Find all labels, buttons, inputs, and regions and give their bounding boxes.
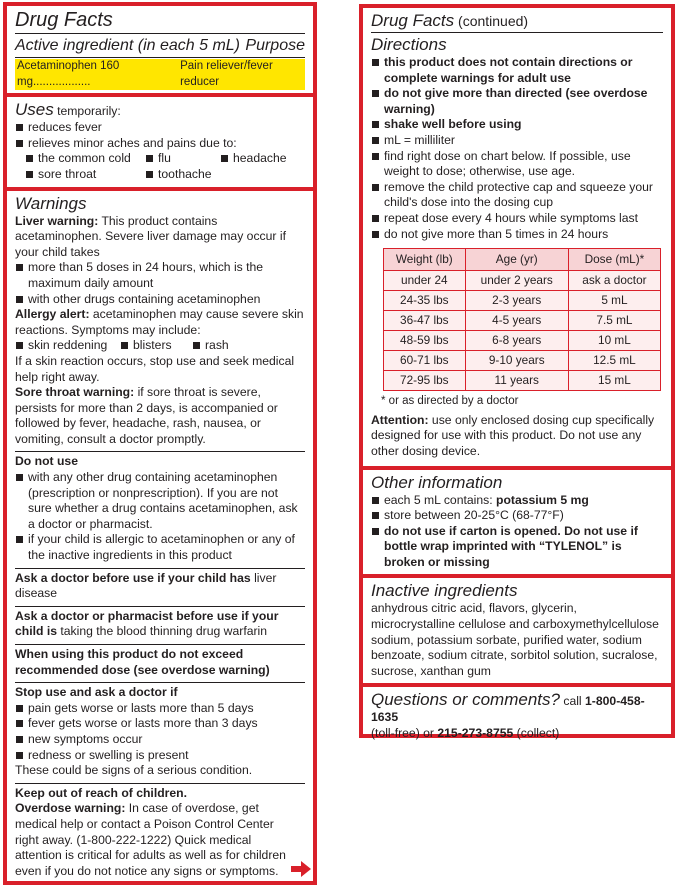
allergy-after-text: If a skin reaction occurs, stop use and seek medical help right away. (15, 353, 295, 384)
overdose-warning-label: Overdose warning: (15, 801, 126, 816)
cell-age: 6-8 years (465, 331, 568, 351)
other-information-heading: Other information (371, 472, 503, 492)
sore-throat-text: if sore throat is severe, persists for more than 2 days, is accompanied or followed by fever, headache, rash, nausea, or vomiting, consult a doctor promptly. (15, 385, 278, 446)
col-age: Age (yr) (465, 249, 568, 271)
purpose-heading: Purpose (245, 37, 305, 54)
dosing-table-header (384, 249, 661, 271)
cell-age: 2-3 years (465, 291, 568, 311)
directions-item: do not give more than 5 times in 24 hours (371, 227, 663, 243)
liver-warning-item: with other drugs containing acetaminophen (15, 292, 305, 308)
directions-item-bold: this product does not contain directions or complete warnings for adult use (371, 55, 663, 86)
uses-intro: temporarily: (53, 104, 121, 119)
phone-collect: 215-273-8755 (437, 726, 514, 741)
cell-dose: 15 mL (568, 371, 660, 391)
cell-age: under 2 years (465, 271, 568, 291)
cell-dose: 7.5 mL (568, 311, 660, 331)
liver-warning-label: Liver warning: (15, 213, 99, 228)
other-info-text: each 5 mL contains: (384, 492, 497, 507)
allergy-symptom: blisters (120, 338, 192, 354)
cell-dose: ask a doctor (568, 271, 660, 291)
do-not-use-item: if your child is allergic to acetaminophen or any of the inactive ingredients in this product (15, 532, 305, 563)
questions-heading: Questions or comments? (371, 690, 560, 710)
cell-weight: 48-59 lbs (384, 331, 466, 351)
pains-row (15, 151, 305, 167)
ask-doctor-block (15, 568, 305, 602)
cell-dose: 10 mL (568, 331, 660, 351)
directions-item-bold: shake well before using (371, 117, 663, 133)
stop-use-item: pain gets worse or lasts more than 5 days (15, 701, 305, 717)
ask-doctor-label: Ask a doctor before use if your child has (15, 570, 251, 585)
drug-facts-continued-title: Drug Facts (371, 11, 455, 30)
stop-use-block (15, 682, 305, 779)
other-info-item: store between 20-25°C (68-77°F) (371, 508, 663, 524)
inactive-ingredients-heading: Inactive ingredients (371, 581, 518, 601)
divider (15, 33, 305, 34)
pain-item: flu (145, 151, 220, 167)
divider (15, 57, 305, 58)
dosing-table (383, 248, 661, 391)
other-info-item (371, 493, 663, 509)
inactive-ingredients-text: anhydrous citric acid, flavors, glycerin, microcrystalline cellulose and carboxymethylcellulose sodium, potassium sorbate, purified water, sodium benzoate, sodium citrate, sorbitol solution, sucralose, sucrose, xanthan gum (371, 601, 659, 678)
uses-heading: Uses (15, 100, 54, 120)
directions-heading: Directions (371, 35, 447, 54)
ask-pharmacist-block (15, 606, 305, 640)
pain-item: headache (220, 151, 287, 167)
keep-out-block (15, 783, 305, 880)
other-info-item-bold: do not use if carton is opened. Do not use if bottle wrap imprinted with “TYLENOL” is broken or missing (371, 524, 663, 571)
allergy-symptom: rash (192, 338, 229, 354)
allergy-symptom: skin reddening (15, 338, 120, 354)
stop-use-heading: Stop use and ask a doctor if (15, 685, 178, 700)
warnings-section (7, 191, 313, 886)
drug-facts-panel-left (3, 2, 317, 885)
table-row (384, 371, 661, 391)
stop-use-item: new symptoms occur (15, 732, 305, 748)
table-row (384, 351, 661, 371)
attention-label: Attention: (371, 412, 429, 427)
keep-out-text: Keep out of reach of children. (15, 785, 187, 800)
cell-age: 9-10 years (465, 351, 568, 371)
overdose-warning-text: In case of overdose, get medical help or contact a Poison Control Center right away. (1-800-222-1222) Quick medical attention is critical for adults as well as for children even if you do not notice any signs or symptoms. (15, 801, 286, 878)
directions-section (363, 8, 671, 470)
other-info-bold: potassium 5 mg (496, 492, 589, 507)
allergy-alert-label: Allergy alert: (15, 307, 90, 322)
directions-item-bold: do not give more than directed (see overdose warning) (371, 86, 663, 117)
cell-weight: 24-35 lbs (384, 291, 466, 311)
questions-text: call (559, 694, 586, 709)
questions-text: (toll-free) or (371, 726, 438, 741)
arrow-right-icon (291, 861, 311, 877)
col-dose: Dose (mL)* (568, 249, 660, 271)
active-ingredient-header-row (15, 35, 305, 56)
cell-weight: under 24 (384, 271, 466, 291)
divider (371, 32, 663, 33)
dosing-footnote: * or as directed by a doctor (381, 395, 519, 408)
ask-doctor-text: liver disease (15, 570, 277, 601)
liver-warning-item: more than 5 doses in 24 hours, which is the maximum daily amount (15, 260, 305, 291)
continued-label: (continued) (454, 13, 529, 29)
liver-warning-text: This product contains acetaminophen. Severe liver damage may occur if your child takes (15, 213, 286, 259)
table-row (384, 331, 661, 351)
questions-section (363, 687, 671, 745)
warnings-heading: Warnings (15, 193, 87, 213)
stop-use-after-text: These could be signs of a serious condition. (15, 763, 253, 778)
active-ingredient-section (7, 6, 313, 97)
active-ingredient-purpose: Pain reliever/fever reducer (180, 60, 273, 88)
phone-toll-free: 1-800-458-1635 (371, 694, 645, 725)
uses-item: relieves minor aches and pains due to: (15, 136, 305, 152)
pain-item: toothache (145, 167, 212, 183)
allergy-symptoms-row (15, 338, 305, 354)
directions-item: mL = milliliter (371, 133, 663, 149)
questions-text: (collect) (513, 726, 560, 741)
active-ingredient-row (15, 59, 305, 90)
other-information-section (363, 470, 671, 579)
directions-item: repeat dose every 4 hours while symptoms last (371, 211, 663, 227)
do-not-use-item: with any other drug containing acetaminophen (prescription or nonprescription). If you are not sure whether a drug contains acetaminophen, ask a doctor or pharmacist. (15, 470, 305, 532)
drug-facts-panel-right (359, 4, 675, 741)
pains-row (15, 167, 305, 183)
cell-dose: 5 mL (568, 291, 660, 311)
cell-weight: 72-95 lbs (384, 371, 466, 391)
table-row (384, 271, 661, 291)
when-using-block: When using this product do not exceed recommended dose (see overdose warning) (15, 644, 305, 678)
uses-item: reduces fever (15, 120, 305, 136)
attention-text: use only enclosed dosing cup specifically designed for use with this product. Do not use any other dosing device. (371, 412, 655, 458)
col-weight: Weight (lb) (384, 249, 466, 271)
drug-facts-title: Drug Facts (15, 9, 113, 31)
stop-use-item: redness or swelling is present (15, 748, 305, 764)
allergy-alert-text: acetaminophen may cause severe skin reactions. Symptoms may include: (15, 307, 304, 337)
table-row (384, 311, 661, 331)
table-row (384, 291, 661, 311)
do-not-use-block (15, 451, 305, 563)
active-ingredient-heading: Active ingredient (in each 5 mL) (15, 37, 240, 54)
pain-item: sore throat (25, 167, 145, 183)
active-ingredient-name: Acetaminophen 160 mg.................. (17, 60, 120, 88)
ask-pharmacist-text: taking the blood thinning drug warfarin (57, 624, 268, 639)
directions-item: remove the child protective cap and squeeze your child's dose into the dosing cup (371, 180, 663, 211)
cell-age: 11 years (465, 371, 568, 391)
stop-use-item: fever gets worse or lasts more than 3 days (15, 716, 305, 732)
do-not-use-heading: Do not use (15, 454, 78, 469)
cell-age: 4-5 years (465, 311, 568, 331)
directions-item: find right dose on chart below. If possible, use weight to dose; otherwise, use age. (371, 149, 663, 180)
pain-item: the common cold (25, 151, 145, 167)
uses-section (7, 97, 313, 190)
cell-weight: 60-71 lbs (384, 351, 466, 371)
inactive-ingredients-section (363, 578, 671, 687)
cell-dose: 12.5 mL (568, 351, 660, 371)
sore-throat-label: Sore throat warning: (15, 385, 135, 400)
ask-pharmacist-label: Ask a doctor or pharmacist before use if your child is (15, 608, 279, 639)
cell-weight: 36-47 lbs (384, 311, 466, 331)
